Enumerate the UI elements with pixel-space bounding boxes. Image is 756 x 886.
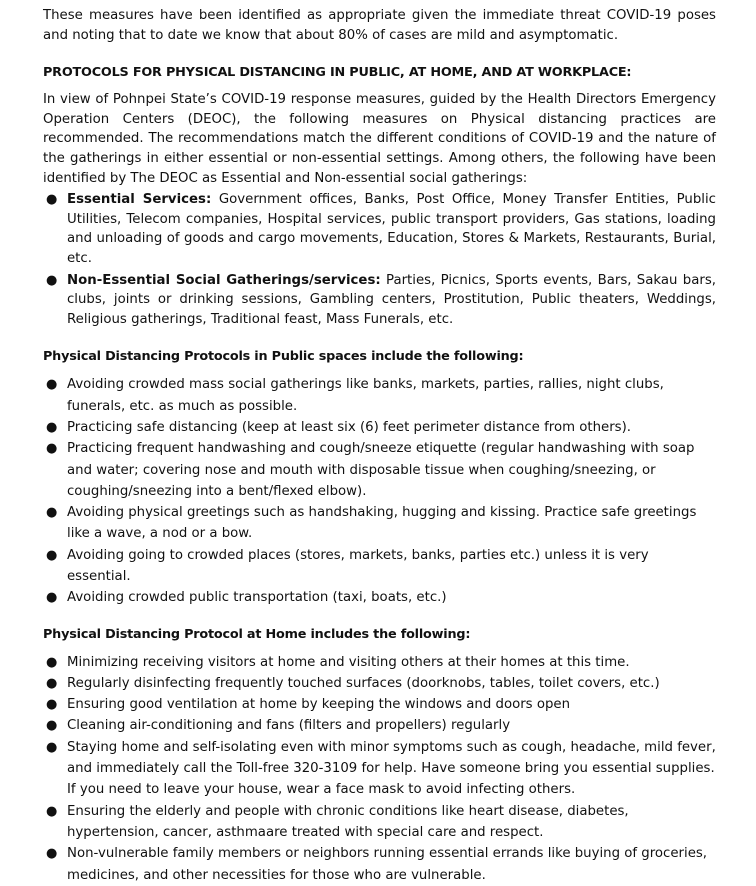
list-item xyxy=(43,673,716,694)
section-heading-protocols: PROTOCOLS FOR PHYSICAL DISTANCING IN PUBLIC, AT HOME, AND AT WORKPLACE: xyxy=(43,65,632,81)
list-item-text: Minimizing receiving visitors at home and visiting others at their homes at this time. xyxy=(67,654,630,670)
public-protocols-list xyxy=(43,374,716,608)
section-public-spaces xyxy=(43,347,716,608)
list-item-text: Ensuring the elderly and people with chronic conditions like heart disease, diabetes, hypertension, cancer, asthmaare treated with special care and respect. xyxy=(67,803,629,840)
home-protocols-list xyxy=(43,652,716,886)
bullet-icon: ● xyxy=(46,675,58,691)
list-item-text: Avoiding going to crowded places (stores, markets, banks, parties etc.) unless it is very essential. xyxy=(67,547,649,584)
bullet-icon: ● xyxy=(46,739,58,755)
list-item-text: Avoiding crowded public transportation (taxi, boats, etc.) xyxy=(67,590,447,606)
list-item xyxy=(43,417,716,438)
section-heading-home: Physical Distancing Protocol at Home includes the following: xyxy=(43,626,471,642)
list-item-text: Practicing safe distancing (keep at least six (6) feet perimeter distance from others). xyxy=(67,419,632,435)
gatherings-list xyxy=(43,190,716,329)
list-item xyxy=(43,737,716,801)
list-item xyxy=(43,502,716,545)
bullet-icon: ● xyxy=(46,590,58,606)
document-page xyxy=(43,6,716,886)
list-item-text: Avoiding crowded mass social gatherings like banks, markets, parties, rallies, night clubs, funerals, etc. as much as possible. xyxy=(67,377,664,414)
section-protocols xyxy=(43,63,716,329)
list-item xyxy=(43,545,716,588)
bullet-icon: ● xyxy=(46,697,58,713)
list-item-text: Regularly disinfecting frequently touched surfaces (doorknobs, tables, toilet covers, etc.) xyxy=(67,675,660,691)
bullet-icon: ● xyxy=(46,803,58,819)
list-item-text: Practicing frequent handwashing and cough/sneeze etiquette (regular handwashing with soap and water; covering nose and mouth with disposable tissue when coughing/sneezing, or coughing/sneezing into a bent/flexed elbow). xyxy=(67,441,695,499)
list-item-label: Non-Essential Social Gatherings/services: xyxy=(67,272,381,288)
list-item xyxy=(43,374,716,417)
list-item xyxy=(43,715,716,736)
section-home xyxy=(43,625,716,886)
list-item xyxy=(43,438,716,502)
bullet-icon: ● xyxy=(46,441,58,457)
list-item xyxy=(43,587,716,608)
list-item-text: Government offices, Banks, Post Office, Money Transfer Entities, Public Utilities, Telecom companies, Hospital services, public transport providers, Gas stations, loading and unloading of goods and cargo movements, Education, Stores & Markets, Restaurants, Burial, etc. xyxy=(67,192,716,266)
bullet-icon: ● xyxy=(46,654,58,670)
list-item xyxy=(43,652,716,673)
list-item-text: Ensuring good ventilation at home by keeping the windows and doors open xyxy=(67,697,571,713)
bullet-icon: ● xyxy=(46,846,58,862)
list-item xyxy=(43,694,716,715)
list-item xyxy=(43,271,716,330)
bullet-icon: ● xyxy=(46,547,58,563)
bullet-icon: ● xyxy=(46,272,58,288)
list-item-text: Staying home and self-isolating even with minor symptoms such as cough, headache, mild fever, and immediately call the Toll-free 320-3109 for help. Have someone bring you essential supplies. If you need to leave your house, wear a face mask to avoid infecting others. xyxy=(67,739,716,798)
list-item xyxy=(43,190,716,268)
list-item xyxy=(43,801,716,844)
bullet-icon: ● xyxy=(46,419,58,435)
bullet-icon: ● xyxy=(46,718,58,734)
bullet-icon: ● xyxy=(46,377,58,393)
list-item-text: Parties, Picnics, Sports events, Bars, Sakau bars, clubs, joints or drinking sessions, Gambling centers, Prostitution, Public theaters, Weddings, Religious gatherings, Traditional feast, Mass Funerals, etc. xyxy=(67,272,716,327)
section-heading-public: Physical Distancing Protocols in Public spaces include the following: xyxy=(43,349,524,365)
bullet-icon: ● xyxy=(46,505,58,521)
list-item-text: Non-vulnerable family members or neighbors running essential errands like buying of groceries, medicines, and other necessities for those who are vulnerable. xyxy=(67,846,708,883)
bullet-icon: ● xyxy=(46,192,58,208)
list-item xyxy=(43,843,716,886)
intro-paragraph: These measures have been identified as appropriate given the immediate threat COVID-19 poses and noting that to date we know that about 80% of cases are mild and asymptomatic. xyxy=(43,8,716,43)
section-paragraph-protocols: In view of Pohnpei State’s COVID-19 response measures, guided by the Health Directors Emergency Operation Centers (DEOC), the following measures on Physical distancing practices are recommended. The recommendations match the different conditions of COVID-19 and the nature of the gatherings in either essential or non-essential settings. Among others, the following have been identified by The DEOC as Essential and Non-essential social gatherings: xyxy=(43,92,716,186)
list-item-text: Cleaning air-conditioning and fans (filters and propellers) regularly xyxy=(67,718,511,734)
list-item-label: Essential Services: xyxy=(67,192,212,208)
list-item-text: Avoiding physical greetings such as handshaking, hugging and kissing. Practice safe greetings like a wave, a nod or a bow. xyxy=(67,505,697,542)
